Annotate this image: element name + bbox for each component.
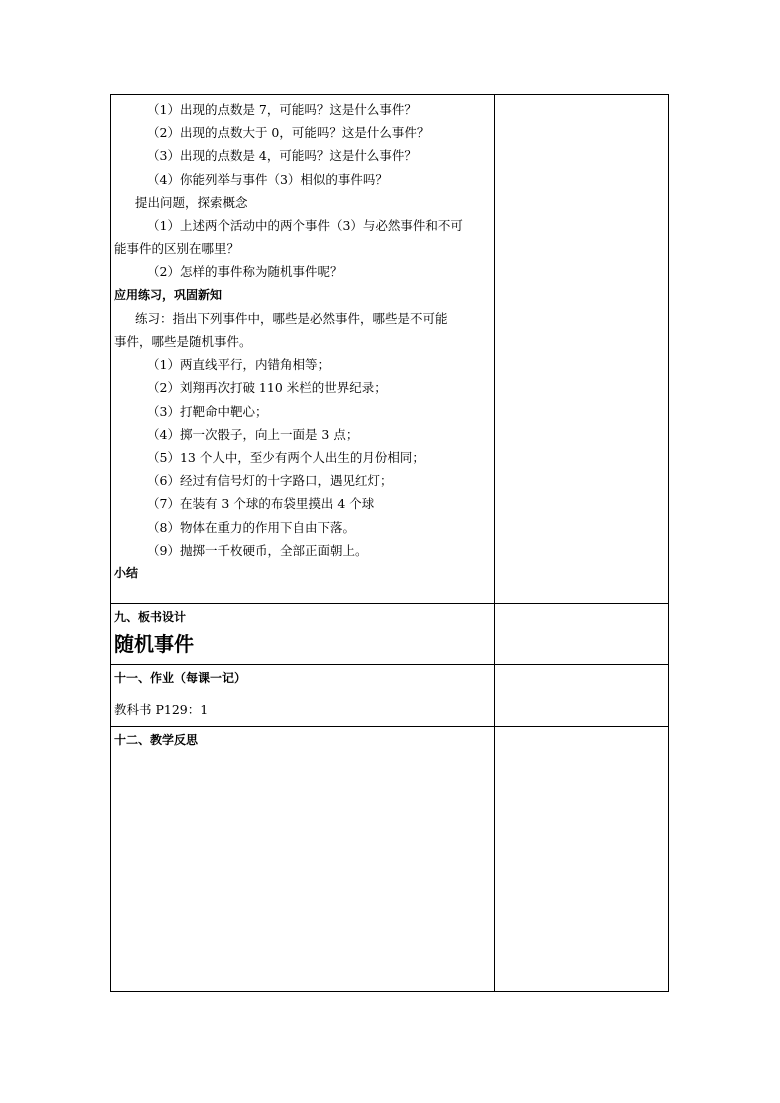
content-line: 提出问题，探索概念 <box>135 194 248 210</box>
content-line: （2）刘翔再次打破 110 米栏的世界纪录； <box>147 380 387 396</box>
content-line: （2）出现的点数大于 0，可能吗？这是什么事件？ <box>147 125 430 141</box>
content-line: （4）你能列举与事件（3）相似的事件吗？ <box>147 171 388 187</box>
board-design-title: 随机事件 <box>114 632 194 656</box>
homework-text: 教科书 P129：1 <box>114 702 209 717</box>
content-line: 小结 <box>114 566 139 581</box>
content-line: 能事件的区别在哪里？ <box>114 241 240 257</box>
process-content-cell <box>111 95 495 604</box>
homework-notes-cell <box>495 665 669 727</box>
content-line: （8）物体在重力的作用下自由下落。 <box>147 519 355 535</box>
board-design-cell <box>111 604 495 665</box>
content-line: （1）上述两个活动中的两个事件（3）与必然事件和不可 <box>147 218 463 234</box>
homework-row <box>111 665 669 727</box>
board-row <box>111 604 669 665</box>
content-line: （6）经过有信号灯的十字路口，遇见红灯； <box>147 473 393 489</box>
board-design-heading: 九、板书设计 <box>114 610 187 624</box>
content-line: （1）两直线平行，内错角相等； <box>147 357 330 373</box>
content-line: 应用练习，巩固新知 <box>114 287 223 302</box>
reflection-notes-cell <box>495 727 669 992</box>
content-line: （2）怎样的事件称为随机事件呢？ <box>147 264 343 280</box>
content-line: （7）在装有 3 个球的布袋里摸出 4 个球 <box>147 496 375 512</box>
content-line: （5）13 个人中，至少有两个人出生的月份相同； <box>147 450 425 466</box>
content-line: （3）打靶命中靶心； <box>147 403 268 419</box>
process-lines <box>111 98 494 585</box>
content-line: （1）出现的点数是 7，可能吗？这是什么事件？ <box>147 102 417 117</box>
homework-heading: 十一、作业（每课一记） <box>114 671 247 685</box>
homework-cell <box>111 665 495 727</box>
content-line: （9）抛掷一千枚硬币，全部正面朝上。 <box>147 542 368 558</box>
content-line: （3）出现的点数是 4，可能吗？这是什么事件？ <box>147 148 417 164</box>
board-notes-cell <box>495 604 669 665</box>
process-notes-cell <box>495 95 669 604</box>
reflection-heading: 十二、教学反思 <box>114 733 199 747</box>
lesson-plan-table <box>110 94 669 992</box>
reflection-cell <box>111 727 495 992</box>
content-line: 事件，哪些是随机事件。 <box>114 334 252 350</box>
process-row <box>111 95 669 604</box>
content-line: 练习：指出下列事件中，哪些是必然事件，哪些是不可能 <box>135 310 448 326</box>
reflection-row <box>111 727 669 992</box>
content-line: （4）掷一次骰子，向上一面是 3 点； <box>147 426 359 442</box>
